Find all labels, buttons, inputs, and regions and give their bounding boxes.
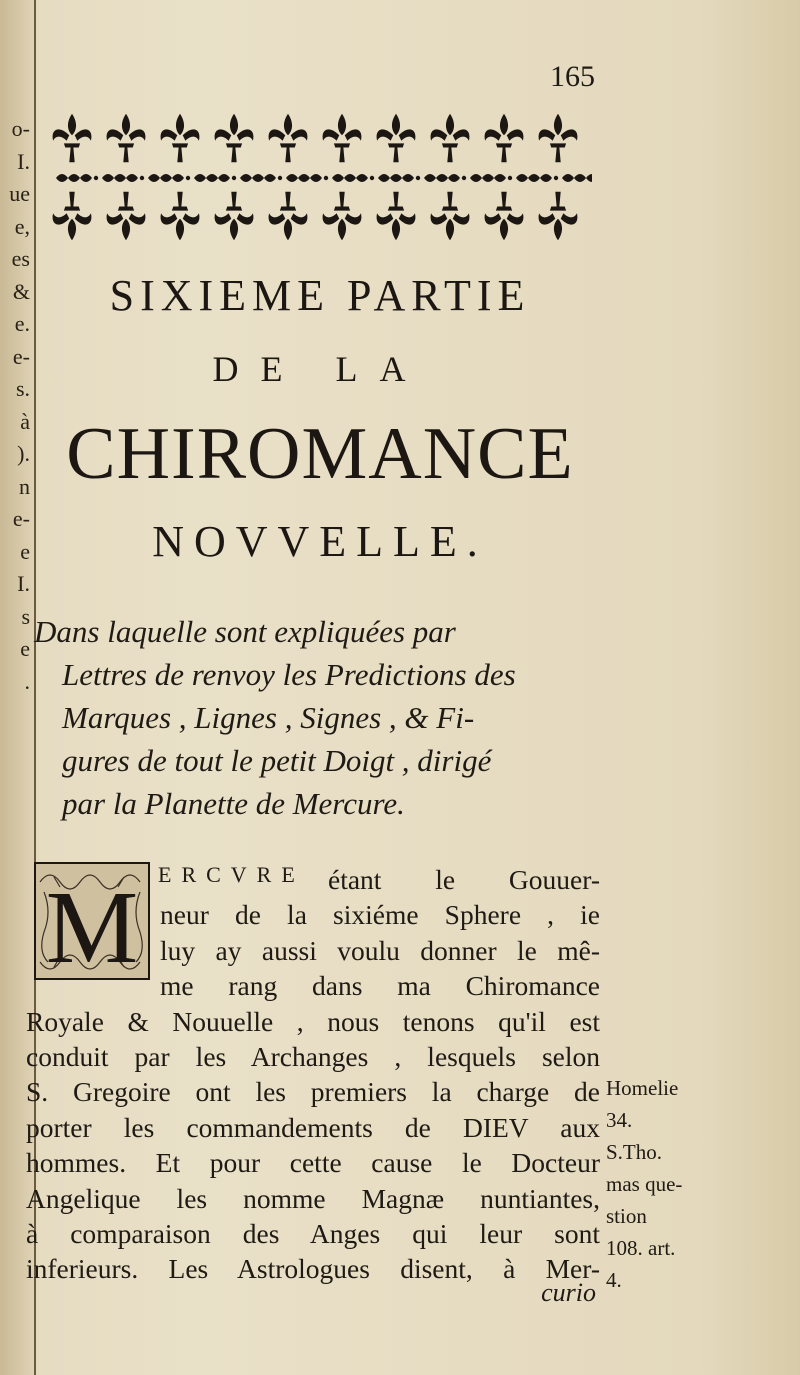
margin-note-line: 34.: [606, 1108, 633, 1132]
page-number: 165: [550, 60, 595, 93]
facing-page-fragment: &: [12, 278, 30, 304]
subtitle-line: Marques , Lignes , Signes , & Fi-: [62, 700, 475, 735]
facing-page-fragment: à: [20, 408, 30, 434]
margin-note-line: S.Tho.: [606, 1140, 663, 1164]
body-line: neur de la sixiéme Sphere , ie: [160, 899, 600, 930]
title-line-2: DE LA: [212, 349, 428, 389]
dropcap-letter: M: [45, 870, 139, 980]
facing-page-fragment: e: [20, 538, 30, 564]
body-line: S. Gregoire ont les premiers la charge de: [26, 1076, 600, 1107]
facing-page-fragment: e-: [12, 506, 30, 531]
catchword: curio: [541, 1278, 596, 1307]
subtitle-line: Lettres de renvoy les Predictions des: [62, 657, 516, 692]
decorated-initial: [34, 862, 150, 980]
margin-note-line: 4.: [606, 1268, 622, 1292]
facing-page-fragment: s: [21, 603, 30, 629]
facing-page-fragment: ue: [9, 181, 30, 206]
subtitle: [34, 610, 594, 825]
body-line: étant le Gouuer-: [328, 864, 600, 895]
fleuron-ornament-band: [44, 112, 592, 244]
facing-page-fragment: I.: [17, 148, 30, 174]
body-line: me rang dans ma Chiromance: [160, 970, 600, 1001]
facing-page-fragment: o-: [11, 116, 30, 141]
body-line: porter les commandements de DIEV aux: [26, 1112, 600, 1143]
facing-page-fragment: e,: [14, 213, 30, 239]
body-line: inferieurs. Les Astrologues disent, à Mer-: [26, 1253, 600, 1284]
subtitle-line: par la Planette de Mercure.: [62, 786, 405, 821]
facing-page-fragment: es: [11, 246, 30, 271]
margin-note: [606, 1072, 716, 1296]
body-line: Royale & Nouuelle , nous tenons qu'il est: [26, 1006, 600, 1037]
facing-page-fragment: e: [20, 636, 30, 661]
title-line-3: CHIROMANCE: [66, 413, 574, 495]
facing-page-fragment: ).: [17, 441, 30, 466]
margin-note-line: 108. art.: [606, 1236, 676, 1260]
subtitle-line: gures de tout le petit Doigt , dirigé: [62, 743, 492, 778]
title-line-4: NOVVELLE.: [152, 517, 488, 566]
body-line: Angelique les nomme Magnæ nuntiantes,: [26, 1183, 600, 1214]
body-line: hommes. Et pour cette cause le Docteur: [26, 1147, 600, 1178]
margin-note-line: mas que-: [606, 1172, 683, 1196]
facing-page-fragment: .: [24, 668, 30, 694]
facing-page-fragment: n: [19, 473, 30, 499]
margin-note-line: stion: [606, 1204, 647, 1228]
facing-page-fragment: e.: [14, 311, 30, 336]
margin-note-line: Homelie: [606, 1076, 679, 1100]
facing-page-fragment: e-: [12, 343, 30, 369]
body-line: à comparaison des Anges qui leur sont: [26, 1218, 600, 1249]
facing-page-fragment: I.: [17, 571, 30, 596]
facing-page-fragment: s.: [15, 376, 30, 401]
subtitle-line: Dans laquelle sont expliquées par: [34, 614, 456, 649]
body-line: luy ay aussi voulu donner le mê-: [160, 935, 600, 966]
title-line-1: SIXIEME PARTIE: [109, 271, 531, 320]
first-word-smallcaps: ERCVRE: [158, 862, 305, 887]
body-line: conduit par les Archanges , lesquels selon: [26, 1041, 600, 1072]
